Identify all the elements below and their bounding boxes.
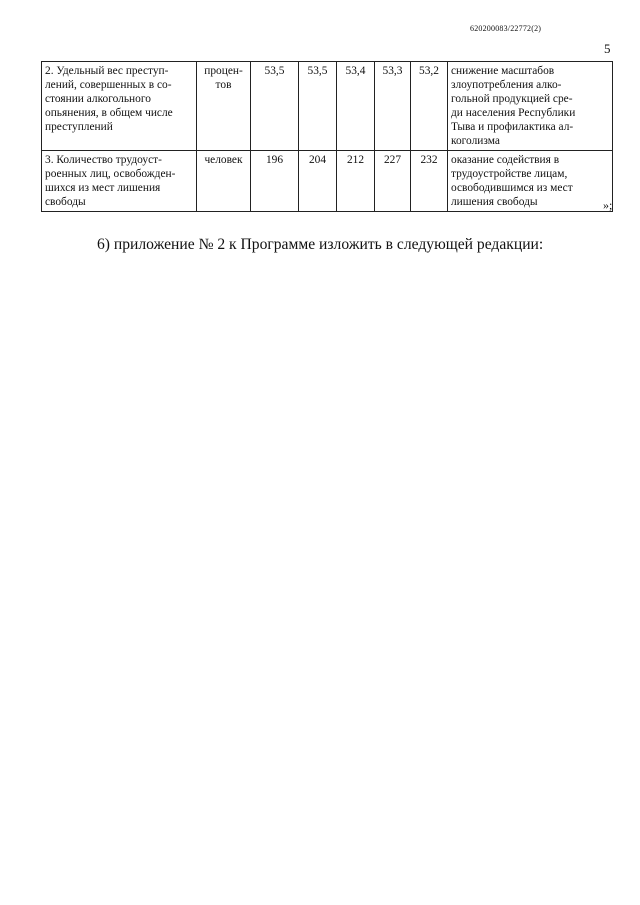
- value-cell: 232: [411, 151, 448, 212]
- document-code: 620200083/22772(2): [470, 24, 542, 33]
- instruction-paragraph: 6) приложение № 2 к Программе изложить в следующей редакции:: [97, 236, 544, 253]
- closing-quote-mark: »;: [603, 198, 613, 212]
- page-number: 5: [604, 41, 611, 56]
- value-cell: 53,5: [299, 62, 337, 151]
- indicator-name-cell: 2. Удельный вес преступ- лений, совершенных в со- стоянии алкогольного опьянения, в общем числе преступлений: [42, 62, 197, 151]
- unit-cell: процен- тов: [197, 62, 251, 151]
- indicators-table: [41, 61, 613, 212]
- value-cell: 196: [251, 151, 299, 212]
- unit-cell: человек: [197, 151, 251, 212]
- value-cell: 53,3: [375, 62, 411, 151]
- measure-cell: оказание содействия в трудоустройстве лицам, освободившимся из мест лишения свободы: [448, 151, 613, 212]
- value-cell: 204: [299, 151, 337, 212]
- indicator-name-cell: 3. Количество трудоуст- роенных лиц, освобожден- шихся из мест лишения свободы: [42, 151, 197, 212]
- value-cell: 212: [337, 151, 375, 212]
- value-cell: 53,5: [251, 62, 299, 151]
- value-cell: 53,2: [411, 62, 448, 151]
- table-row: [42, 62, 613, 151]
- measure-cell: снижение масштабов злоупотребления алко- гольной продукцией сре- ди населения Республики Тыва и профилактика ал- коголизма: [448, 62, 613, 151]
- value-cell: 53,4: [337, 62, 375, 151]
- table-row: [42, 151, 613, 212]
- value-cell: 227: [375, 151, 411, 212]
